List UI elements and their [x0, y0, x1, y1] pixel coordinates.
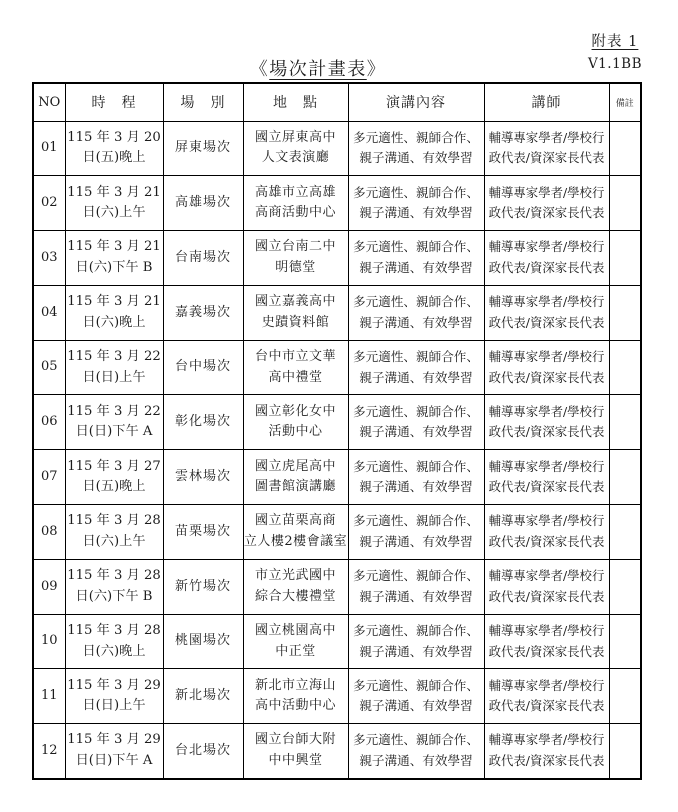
cell-line: 輔導專家學者/學校行 — [488, 184, 605, 200]
cell-line: 多元適性、親師合作、 — [353, 294, 479, 310]
cell-content — [348, 395, 484, 450]
cell-no: 10 — [33, 614, 65, 669]
cell-lecturer — [484, 450, 609, 505]
table-row — [33, 176, 641, 231]
cell-session: 屏東場次 — [163, 121, 243, 176]
cell-lecturer — [484, 340, 609, 395]
cell-line: 政代表/資深家長代表 — [488, 643, 605, 659]
cell-line: 多元適性、親師合作、 — [353, 403, 479, 419]
cell-line: 親子溝通、有效學習 — [359, 205, 473, 221]
header-session: 場 別 — [163, 83, 243, 121]
cell-line: 輔導專家學者/學校行 — [488, 458, 605, 474]
cell-line: 明德堂 — [275, 259, 316, 275]
cell-session: 台北場次 — [163, 724, 243, 779]
table-body — [33, 121, 641, 779]
cell-content — [348, 285, 484, 340]
cell-line: 政代表/資深家長代表 — [488, 424, 605, 440]
cell-location — [243, 669, 348, 724]
cell-line: 日(日)上午 — [82, 698, 146, 714]
cell-schedule — [65, 176, 163, 231]
cell-line: 圖書館演講廳 — [254, 479, 336, 495]
cell-session: 台南場次 — [163, 231, 243, 286]
cell-lecturer — [484, 395, 609, 450]
cell-line: 活動中心 — [268, 424, 323, 440]
cell-content — [348, 505, 484, 560]
cell-location — [243, 559, 348, 614]
cell-line: 多元適性、親師合作、 — [353, 623, 479, 639]
cell-no: 07 — [33, 450, 65, 505]
cell-remarks — [609, 669, 641, 724]
cell-line: 國立台南二中 — [254, 239, 336, 255]
cell-line: 高中禮堂 — [268, 369, 323, 385]
cell-line: 日(六)上午 — [82, 533, 146, 549]
cell-line: 親子溝通、有效學習 — [359, 369, 473, 385]
cell-lecturer — [484, 559, 609, 614]
cell-location — [243, 450, 348, 505]
title-bracket-close: 》 — [366, 59, 387, 80]
table-row — [33, 285, 641, 340]
cell-session: 彰化場次 — [163, 395, 243, 450]
cell-remarks — [609, 395, 641, 450]
cell-line: 親子溝通、有效學習 — [359, 698, 473, 714]
cell-content — [348, 724, 484, 779]
cell-session: 新北場次 — [163, 669, 243, 724]
cell-content — [348, 121, 484, 176]
cell-no: 08 — [33, 505, 65, 560]
header-no: NO — [33, 83, 65, 121]
cell-line: 115 年 3 月 27 — [67, 458, 161, 474]
cell-line: 多元適性、親師合作、 — [353, 677, 479, 693]
cell-location — [243, 121, 348, 176]
cell-lecturer — [484, 669, 609, 724]
table-row — [33, 395, 641, 450]
cell-session: 雲林場次 — [163, 450, 243, 505]
cell-no: 12 — [33, 724, 65, 779]
cell-line: 政代表/資深家長代表 — [488, 533, 605, 549]
cell-content — [348, 450, 484, 505]
cell-no: 06 — [33, 395, 65, 450]
cell-line: 115 年 3 月 21 — [67, 239, 161, 255]
cell-schedule — [65, 505, 163, 560]
table-row — [33, 121, 641, 176]
cell-line: 國立虎尾高中 — [254, 458, 336, 474]
cell-line: 政代表/資深家長代表 — [488, 314, 605, 330]
cell-line: 日(日)下午 A — [75, 424, 153, 440]
cell-line: 多元適性、親師合作、 — [353, 568, 479, 584]
cell-lecturer — [484, 176, 609, 231]
cell-line: 國立彰化女中 — [254, 403, 336, 419]
cell-no: 04 — [33, 285, 65, 340]
cell-line: 日(六)上午 — [82, 205, 146, 221]
cell-line: 115 年 3 月 20 — [67, 129, 161, 145]
cell-no: 11 — [33, 669, 65, 724]
cell-remarks — [609, 285, 641, 340]
cell-content — [348, 559, 484, 614]
cell-line: 國立苗栗高商 — [254, 513, 336, 529]
cell-line: 多元適性、親師合作、 — [353, 129, 479, 145]
table-row — [33, 450, 641, 505]
cell-session: 高雄場次 — [163, 176, 243, 231]
cell-line: 國立桃園高中 — [254, 623, 336, 639]
cell-schedule — [65, 121, 163, 176]
cell-line: 輔導專家學者/學校行 — [488, 623, 605, 639]
cell-line: 人文表演廳 — [261, 150, 330, 166]
cell-schedule — [65, 559, 163, 614]
cell-line: 綜合大樓禮堂 — [254, 588, 336, 604]
cell-line: 日(六)下午 B — [75, 588, 153, 604]
cell-remarks — [609, 176, 641, 231]
cell-remarks — [609, 450, 641, 505]
cell-line: 政代表/資深家長代表 — [488, 588, 605, 604]
cell-line: 日(五)晚上 — [82, 150, 146, 166]
cell-line: 親子溝通、有效學習 — [359, 259, 473, 275]
cell-schedule — [65, 395, 163, 450]
cell-line: 輔導專家學者/學校行 — [488, 239, 605, 255]
cell-line: 國立屏東高中 — [254, 129, 336, 145]
cell-line: 115 年 3 月 29 — [67, 677, 161, 693]
table-row — [33, 231, 641, 286]
cell-schedule — [65, 614, 163, 669]
cell-line: 輔導專家學者/學校行 — [488, 349, 605, 365]
cell-line: 國立台師大附 — [254, 732, 336, 748]
cell-location — [243, 285, 348, 340]
cell-remarks — [609, 505, 641, 560]
cell-line: 115 年 3 月 22 — [67, 349, 161, 365]
cell-line: 親子溝通、有效學習 — [359, 424, 473, 440]
cell-line: 政代表/資深家長代表 — [488, 752, 605, 768]
cell-session: 台中場次 — [163, 340, 243, 395]
cell-line: 政代表/資深家長代表 — [488, 150, 605, 166]
cell-line: 輔導專家學者/學校行 — [488, 513, 605, 529]
cell-schedule — [65, 724, 163, 779]
cell-session: 苗栗場次 — [163, 505, 243, 560]
cell-remarks — [609, 559, 641, 614]
cell-line: 115 年 3 月 28 — [67, 513, 161, 529]
cell-line: 親子溝通、有效學習 — [359, 643, 473, 659]
cell-schedule — [65, 450, 163, 505]
cell-lecturer — [484, 505, 609, 560]
cell-location — [243, 505, 348, 560]
cell-line: 輔導專家學者/學校行 — [488, 677, 605, 693]
header-schedule: 時 程 — [65, 83, 163, 121]
cell-location — [243, 231, 348, 286]
cell-remarks — [609, 724, 641, 779]
cell-session: 新竹場次 — [163, 559, 243, 614]
cell-session: 桃園場次 — [163, 614, 243, 669]
cell-session: 嘉義場次 — [163, 285, 243, 340]
cell-line: 輔導專家學者/學校行 — [488, 403, 605, 419]
cell-line: 日(五)晚上 — [82, 479, 146, 495]
cell-line: 輔導專家學者/學校行 — [488, 129, 605, 145]
table-row — [33, 505, 641, 560]
cell-location — [243, 614, 348, 669]
header-remarks: 備註 — [609, 83, 641, 121]
cell-line: 親子溝通、有效學習 — [359, 479, 473, 495]
cell-line: 政代表/資深家長代表 — [488, 369, 605, 385]
cell-lecturer — [484, 121, 609, 176]
cell-location — [243, 395, 348, 450]
cell-schedule — [65, 285, 163, 340]
cell-line: 115 年 3 月 28 — [67, 623, 161, 639]
page-title — [0, 55, 636, 81]
cell-line: 政代表/資深家長代表 — [488, 698, 605, 714]
cell-line: 輔導專家學者/學校行 — [488, 732, 605, 748]
cell-line: 日(六)晚上 — [82, 643, 146, 659]
cell-line: 多元適性、親師合作、 — [353, 458, 479, 474]
cell-line: 日(日)上午 — [82, 369, 146, 385]
title-text: 場次計畫表 — [269, 59, 367, 80]
cell-line: 親子溝通、有效學習 — [359, 150, 473, 166]
table-row — [33, 669, 641, 724]
cell-line: 台中市立文華 — [254, 349, 336, 365]
cell-line: 親子溝通、有效學習 — [359, 588, 473, 604]
cell-line: 115 年 3 月 21 — [67, 294, 161, 310]
table-row — [33, 559, 641, 614]
session-plan-table — [32, 82, 642, 780]
cell-line: 多元適性、親師合作、 — [353, 732, 479, 748]
cell-line: 輔導專家學者/學校行 — [488, 568, 605, 584]
version-label: V1.1BB — [587, 56, 642, 72]
cell-no: 03 — [33, 231, 65, 286]
cell-line: 立人樓2樓會議室 — [243, 533, 348, 549]
cell-line: 政代表/資深家長代表 — [488, 205, 605, 221]
cell-line: 政代表/資深家長代表 — [488, 259, 605, 275]
cell-line: 高中活動中心 — [254, 698, 336, 714]
cell-line: 高商活動中心 — [254, 205, 336, 221]
cell-no: 02 — [33, 176, 65, 231]
cell-schedule — [65, 340, 163, 395]
cell-content — [348, 231, 484, 286]
cell-lecturer — [484, 724, 609, 779]
cell-line: 親子溝通、有效學習 — [359, 533, 473, 549]
cell-content — [348, 176, 484, 231]
cell-remarks — [609, 340, 641, 395]
cell-lecturer — [484, 285, 609, 340]
cell-location — [243, 340, 348, 395]
cell-line: 政代表/資深家長代表 — [488, 479, 605, 495]
cell-line: 多元適性、親師合作、 — [353, 184, 479, 200]
header-row — [33, 83, 641, 121]
cell-line: 多元適性、親師合作、 — [353, 349, 479, 365]
cell-content — [348, 669, 484, 724]
cell-remarks — [609, 614, 641, 669]
cell-location — [243, 724, 348, 779]
cell-remarks — [609, 231, 641, 286]
table-row — [33, 724, 641, 779]
table-row — [33, 340, 641, 395]
cell-line: 市立光武國中 — [254, 568, 336, 584]
cell-line: 國立嘉義高中 — [254, 294, 336, 310]
header-content: 演講內容 — [348, 83, 484, 121]
table-row — [33, 614, 641, 669]
appendix-label: 附表 1 — [591, 34, 639, 50]
cell-line: 親子溝通、有效學習 — [359, 314, 473, 330]
cell-line: 高雄市立高雄 — [254, 184, 336, 200]
cell-remarks — [609, 121, 641, 176]
header-lecturer: 講師 — [484, 83, 609, 121]
cell-content — [348, 340, 484, 395]
cell-no: 09 — [33, 559, 65, 614]
cell-no: 01 — [33, 121, 65, 176]
cell-line: 多元適性、親師合作、 — [353, 239, 479, 255]
cell-line: 115 年 3 月 29 — [67, 732, 161, 748]
cell-line: 新北市立海山 — [254, 677, 336, 693]
cell-line: 日(六)晚上 — [82, 314, 146, 330]
cell-lecturer — [484, 231, 609, 286]
cell-lecturer — [484, 614, 609, 669]
cell-content — [348, 614, 484, 669]
cell-line: 115 年 3 月 21 — [67, 184, 161, 200]
cell-no: 05 — [33, 340, 65, 395]
cell-line: 115 年 3 月 22 — [67, 403, 161, 419]
cell-line: 輔導專家學者/學校行 — [488, 294, 605, 310]
cell-line: 多元適性、親師合作、 — [353, 513, 479, 529]
cell-schedule — [65, 231, 163, 286]
cell-line: 親子溝通、有效學習 — [359, 752, 473, 768]
cell-location — [243, 176, 348, 231]
title-bracket-open: 《 — [249, 59, 270, 80]
cell-line: 日(日)下午 A — [75, 752, 153, 768]
cell-schedule — [65, 669, 163, 724]
cell-line: 中中興堂 — [268, 752, 323, 768]
cell-line: 115 年 3 月 28 — [67, 568, 161, 584]
cell-line: 中正堂 — [275, 643, 316, 659]
cell-line: 日(六)下午 B — [75, 259, 153, 275]
cell-line: 史蹟資料館 — [261, 314, 330, 330]
header-location: 地 點 — [243, 83, 348, 121]
